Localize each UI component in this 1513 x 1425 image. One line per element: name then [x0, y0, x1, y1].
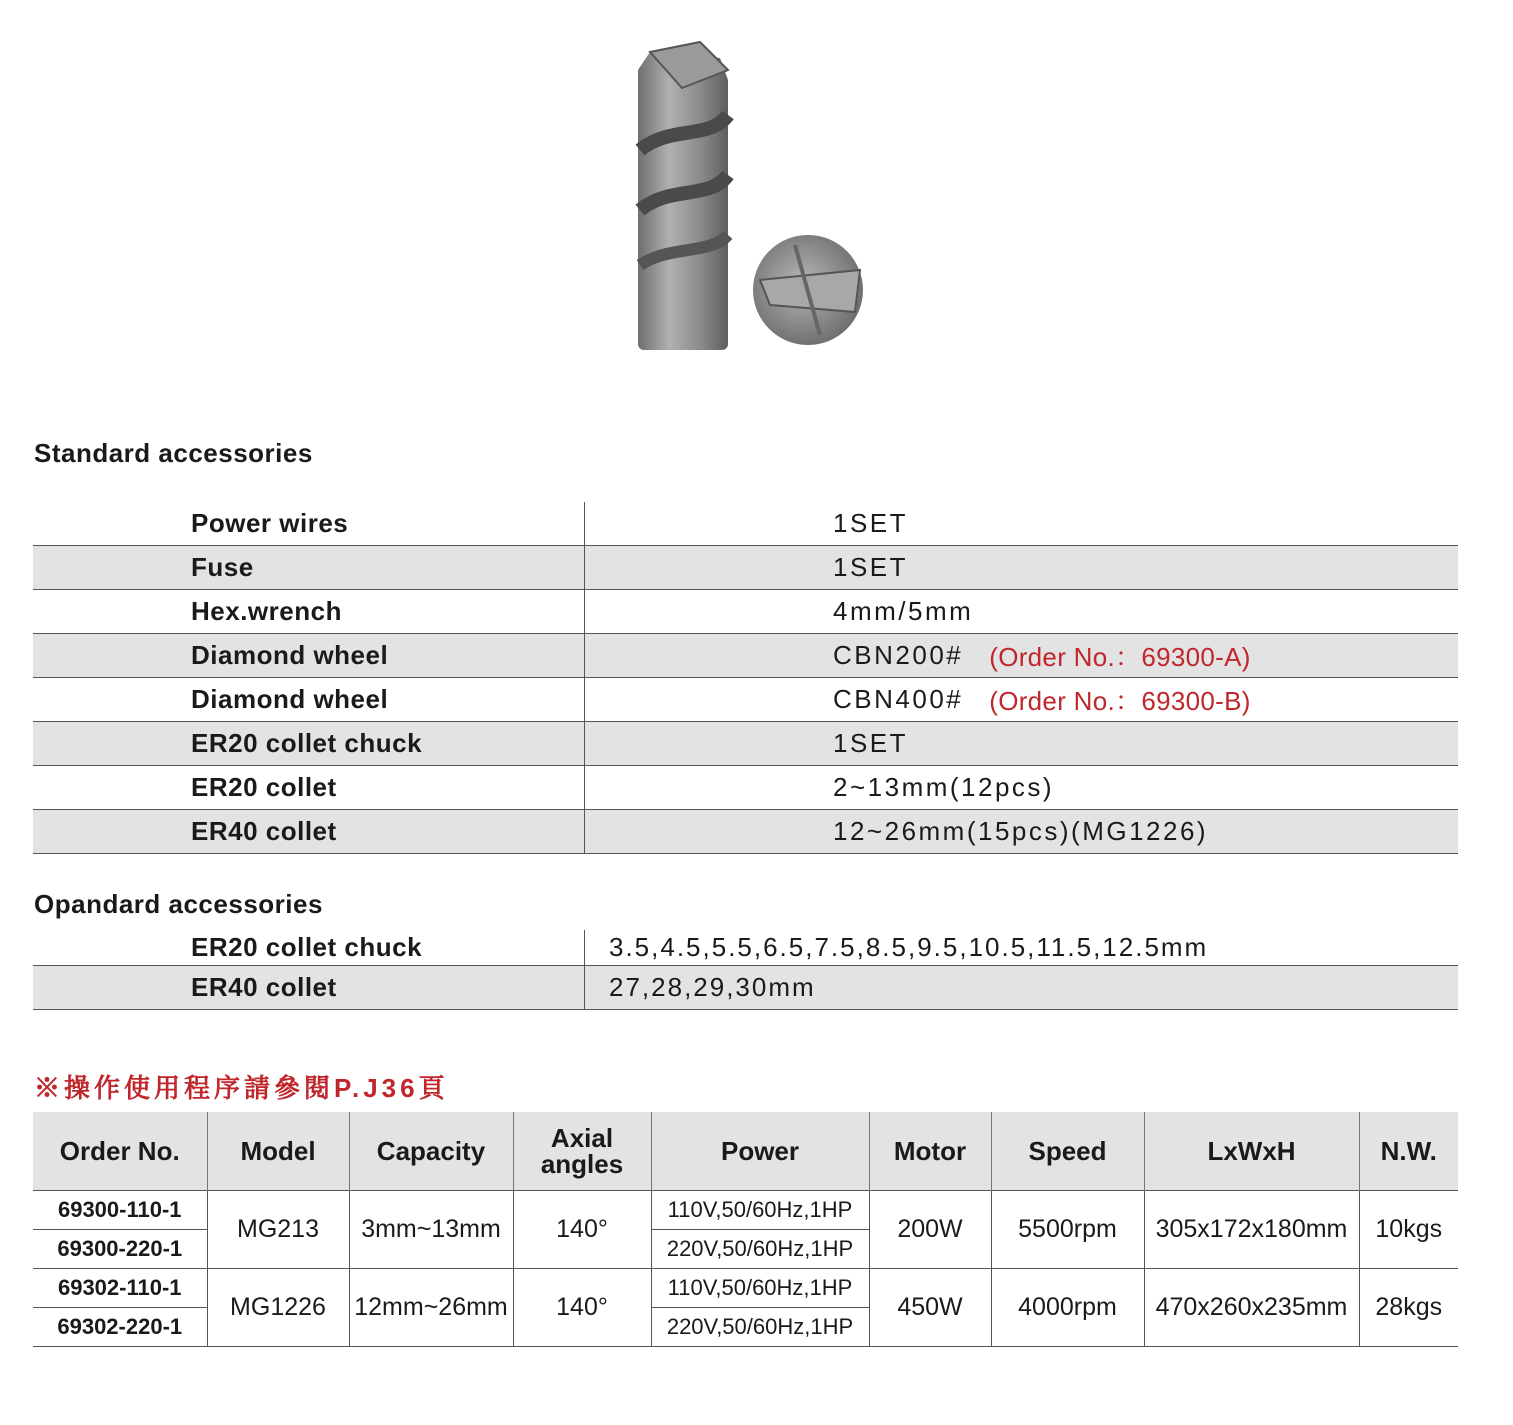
capacity-cell: 12mm~26mm — [349, 1269, 513, 1347]
order-number-note: (Order No.：69300-B) — [989, 686, 1251, 716]
accessory-name: Diamond wheel — [33, 634, 585, 677]
drill-bit-photo — [610, 30, 890, 370]
accessory-name: Hex.wrench — [33, 590, 585, 633]
header-net-weight: N.W. — [1359, 1112, 1458, 1191]
accessory-row — [33, 502, 1458, 546]
accessory-value: 1SET — [833, 552, 909, 582]
accessory-value: CBN400# — [833, 684, 964, 714]
accessory-value: 12~26mm(15pcs)(MG1226) — [833, 816, 1209, 846]
accessory-name: Power wires — [33, 502, 585, 545]
dimensions-cell: 305x172x180mm — [1144, 1191, 1359, 1269]
accessory-value: CBN200# — [833, 640, 964, 670]
accessory-row — [33, 634, 1458, 678]
header-power: Power — [651, 1112, 869, 1191]
accessory-name: ER20 collet chuck — [33, 722, 585, 765]
header-axial-line1: Axial — [550, 1123, 614, 1153]
motor-cell: 200W — [869, 1191, 991, 1269]
accessory-row — [33, 810, 1458, 854]
accessory-name: Diamond wheel — [33, 678, 585, 721]
accessory-value: 27,28,29,30mm — [609, 972, 816, 1002]
power-cell: 220V,50/60Hz,1HP — [651, 1308, 869, 1347]
axial-angle-cell: 140° — [513, 1191, 651, 1269]
accessory-name: ER40 collet — [33, 810, 585, 853]
accessory-row — [33, 678, 1458, 722]
standard-accessories-title: Standard accessories — [34, 438, 313, 468]
power-cell: 110V,50/60Hz,1HP — [651, 1191, 869, 1230]
accessory-value: 4mm/5mm — [833, 596, 974, 626]
standard-accessories-table — [33, 502, 1458, 854]
accessory-value: 3.5,4.5,5.5,6.5,7.5,8.5,9.5,10.5,11.5,12.5mm — [609, 932, 1209, 962]
specification-table — [33, 1112, 1458, 1347]
accessory-row — [33, 930, 1458, 966]
accessory-value: 2~13mm(12pcs) — [833, 772, 1055, 802]
operation-reference-note: ※操作使用程序請參閱P.J36頁 — [34, 1073, 449, 1103]
accessory-name: ER20 collet chuck — [33, 930, 585, 965]
power-cell: 110V,50/60Hz,1HP — [651, 1269, 869, 1308]
accessory-value: 1SET — [833, 508, 909, 538]
accessory-row — [33, 546, 1458, 590]
accessory-name: ER20 collet — [33, 766, 585, 809]
accessory-row — [33, 590, 1458, 634]
header-order-no: Order No. — [33, 1112, 207, 1191]
net-weight-cell: 10kgs — [1359, 1191, 1458, 1269]
optional-accessories-title: Opandard accessories — [34, 889, 323, 919]
header-model: Model — [207, 1112, 349, 1191]
axial-angle-cell: 140° — [513, 1269, 651, 1347]
motor-cell: 450W — [869, 1269, 991, 1347]
order-no-cell: 69300-220-1 — [33, 1230, 207, 1269]
dimensions-cell: 470x260x235mm — [1144, 1269, 1359, 1347]
net-weight-cell: 28kgs — [1359, 1269, 1458, 1347]
power-cell: 220V,50/60Hz,1HP — [651, 1230, 869, 1269]
header-capacity: Capacity — [349, 1112, 513, 1191]
accessory-row — [33, 966, 1458, 1010]
model-cell: MG213 — [207, 1191, 349, 1269]
header-dimensions: LxWxH — [1144, 1112, 1359, 1191]
order-no-cell: 69302-220-1 — [33, 1308, 207, 1347]
header-axial-line2: angles — [540, 1149, 624, 1179]
table-row — [33, 1269, 1458, 1308]
speed-cell: 5500rpm — [991, 1191, 1144, 1269]
header-speed: Speed — [991, 1112, 1144, 1191]
accessory-value: 1SET — [833, 728, 909, 758]
header-motor: Motor — [869, 1112, 991, 1191]
accessory-name: Fuse — [33, 546, 585, 589]
accessory-row — [33, 766, 1458, 810]
spec-header-row — [33, 1112, 1458, 1191]
model-cell: MG1226 — [207, 1269, 349, 1347]
speed-cell: 4000rpm — [991, 1269, 1144, 1347]
order-no-cell: 69300-110-1 — [33, 1191, 207, 1230]
table-row — [33, 1191, 1458, 1230]
order-no-cell: 69302-110-1 — [33, 1269, 207, 1308]
capacity-cell: 3mm~13mm — [349, 1191, 513, 1269]
optional-accessories-table — [33, 930, 1458, 1010]
accessory-row — [33, 722, 1458, 766]
order-number-note: (Order No.：69300-A) — [989, 642, 1251, 672]
accessory-name: ER40 collet — [33, 966, 585, 1009]
header-axial-angles — [513, 1112, 651, 1191]
